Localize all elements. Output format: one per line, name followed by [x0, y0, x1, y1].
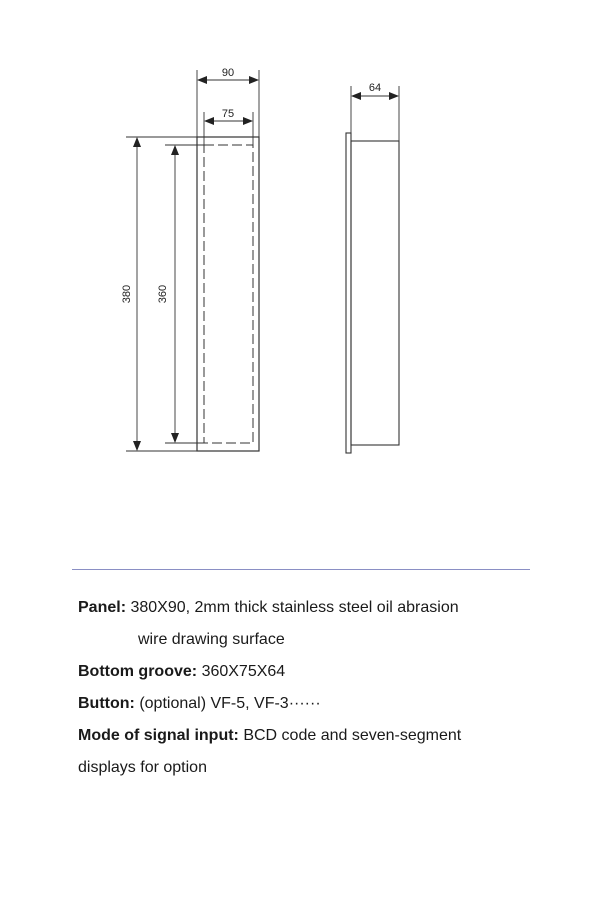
front-view — [121, 67, 259, 451]
dim-label-64: 64 — [368, 82, 382, 94]
spec-bottom-groove-key: Bottom groove: — [78, 663, 198, 680]
spec-panel-key: Panel: — [78, 599, 127, 616]
front-panel-outline — [197, 137, 259, 451]
side-view — [346, 82, 399, 453]
spec-signal-input-key: Mode of signal input: — [78, 727, 239, 744]
dim-label-75: 75 — [221, 108, 235, 120]
spec-panel-continuation: wire drawing surface — [138, 631, 285, 648]
front-groove-outline — [204, 145, 253, 443]
side-box-body — [351, 141, 399, 445]
side-face-plate — [346, 133, 351, 453]
spec-list — [78, 592, 558, 784]
spec-bottom-groove-value: 360X75X64 — [201, 663, 286, 680]
spec-panel-value: 380X90, 2mm thick stainless steel oil abrasion — [130, 599, 459, 616]
spec-signal-input-value: BCD code and seven-segment — [243, 727, 462, 744]
spec-button-key: Button: — [78, 695, 135, 712]
spec-bottom-groove — [78, 656, 558, 688]
dim-label-360: 360 — [157, 284, 169, 304]
spec-signal-input — [78, 720, 558, 752]
dim-label-380: 380 — [121, 284, 133, 304]
section-divider — [72, 569, 530, 570]
spec-panel — [78, 592, 558, 624]
spec-button-value: (optional) VF-5, VF-3······ — [139, 695, 321, 712]
dim-label-90: 90 — [221, 67, 235, 79]
spec-signal-input-continuation: displays for option — [78, 759, 207, 776]
spec-button — [78, 688, 558, 720]
